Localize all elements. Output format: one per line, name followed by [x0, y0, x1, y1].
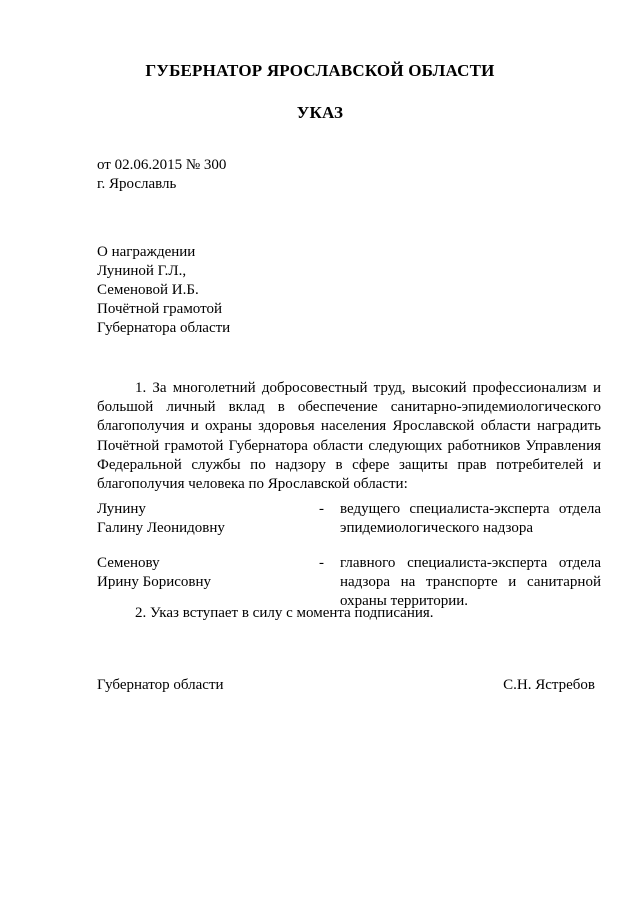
signatory-title: Губернатор области — [97, 677, 224, 693]
city: г. Ярославль — [97, 176, 177, 192]
signature-block — [97, 676, 595, 695]
date-number: от 02.06.2015 № 300 — [97, 157, 227, 173]
paragraph-item-1: 1. За многолетний добросовестный труд, высокий профессионализм и большой личный вклад в обеспечение санитарно-эпидемиологического благополучия и охраны здоровья населения Ярославской области наградить Почётной грамотой Губернатора области следующих работников Управления Федеральной службы по надзору в сфере защиты прав потребителей и благополучия человека по Ярославской области: — [97, 380, 601, 493]
dash-separator: - — [319, 555, 324, 571]
awardee-position: главного специалиста-эксперта отдела надзора на транспорте и санитарной охраны территории. — [340, 555, 601, 609]
awardee-entry — [97, 500, 601, 540]
awardee-surname: Семенову — [97, 555, 160, 571]
awardee-given-names: Галину Леонидовну — [97, 520, 225, 536]
document-type: УКАЗ — [296, 103, 344, 122]
subject-line: Губернатора области — [97, 320, 231, 336]
subject-line: Луниной Г.Л., — [97, 263, 187, 279]
dash-separator: - — [319, 501, 324, 517]
signatory-name: С.Н. Ястребов — [503, 677, 595, 693]
document-meta — [97, 156, 226, 194]
issuing-authority: ГУБЕРНАТОР ЯРОСЛАВСКОЙ ОБЛАСТИ — [145, 61, 495, 80]
document-subject — [97, 243, 230, 338]
awardee-name — [97, 500, 297, 538]
subject-line: Семеновой И.Б. — [97, 282, 199, 298]
awardee-position: ведущего специалиста-эксперта отдела эпидемиологического надзора — [340, 501, 601, 536]
awardee-name — [97, 554, 297, 592]
subject-line: О награждении — [97, 244, 196, 260]
awardee-surname: Лунину — [97, 501, 146, 517]
paragraph-item-2: 2. Указ вступает в силу с момента подписания. — [135, 605, 434, 621]
awardee-given-names: Ирину Борисовну — [97, 574, 212, 590]
subject-line: Почётной грамотой — [97, 301, 222, 317]
